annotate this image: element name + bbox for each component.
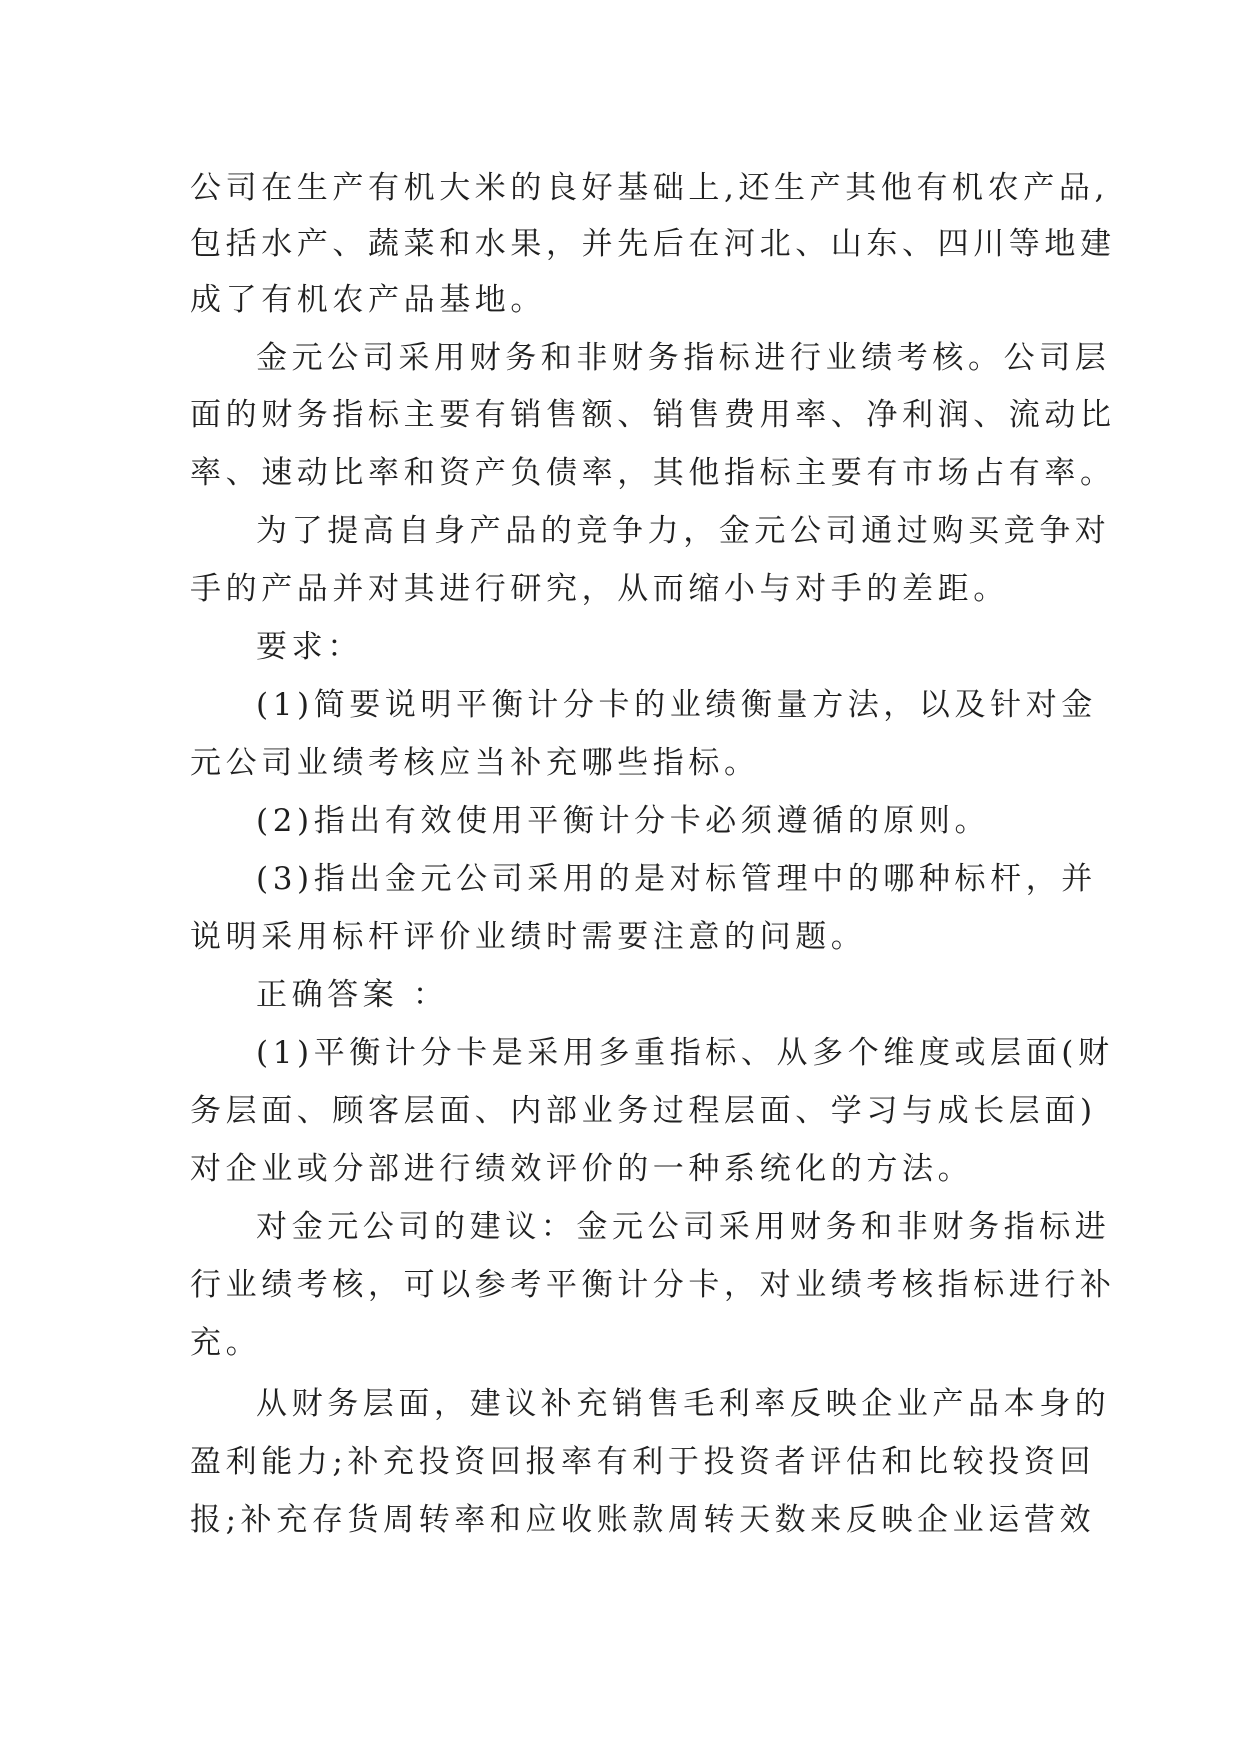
text-line: 说明采用标杆评价业绩时需要注意的问题。 <box>190 919 867 955</box>
text-line: 包括水产、蔬菜和水果，并先后在河北、山东、四川等地建 <box>190 226 1116 262</box>
text-line: 盈利能力;补充投资回报率有利于投资者评估和比较投资回 <box>190 1444 1096 1480</box>
text-line: 正确答案 ： <box>256 977 449 1013</box>
text-line: 成了有机农产品基地。 <box>190 282 546 318</box>
text-line: 从财务层面，建议补充销售毛利率反映企业产品本身的 <box>256 1386 1111 1422</box>
text-line: 务层面、顾客层面、内部业务过程层面、学习与成长层面) <box>190 1093 1097 1129</box>
text-line: 充。 <box>190 1325 262 1361</box>
text-line: 为了提高自身产品的竞争力，金元公司通过购买竞争对 <box>256 513 1111 549</box>
text-line: 面的财务指标主要有销售额、销售费用率、净利润、流动比 <box>190 397 1116 433</box>
text-line: 公司在生产有机大米的良好基础上,还生产其他有机农产品, <box>190 170 1109 206</box>
text-line: (3)指出金元公司采用的是对标管理中的哪种标杆，并 <box>256 861 1097 897</box>
text-line: (1)简要说明平衡计分卡的业绩衡量方法，以及针对金 <box>256 687 1097 723</box>
text-line: 对企业或分部进行绩效评价的一种系统化的方法。 <box>190 1151 974 1187</box>
text-line: 报;补充存货周转率和应收账款周转天数来反映企业运营效 <box>190 1502 1096 1538</box>
text-line: 要求： <box>256 629 363 665</box>
text-line: 金元公司采用财务和非财务指标进行业绩考核。公司层 <box>256 340 1111 376</box>
text-line: 元公司业绩考核应当补充哪些指标。 <box>190 745 760 781</box>
text-line: 对金元公司的建议：金元公司采用财务和非财务指标进 <box>256 1209 1111 1245</box>
text-line: 手的产品并对其进行研究，从而缩小与对手的差距。 <box>190 571 1009 607</box>
text-line: (2)指出有效使用平衡计分卡必须遵循的原则。 <box>256 803 991 839</box>
text-line: 行业绩考核，可以参考平衡计分卡，对业绩考核指标进行补 <box>190 1267 1116 1303</box>
text-line: (1)平衡计分卡是采用多重指标、从多个维度或层面(财 <box>256 1035 1114 1071</box>
text-line: 率、速动比率和资产负债率，其他指标主要有市场占有率。 <box>190 455 1116 491</box>
